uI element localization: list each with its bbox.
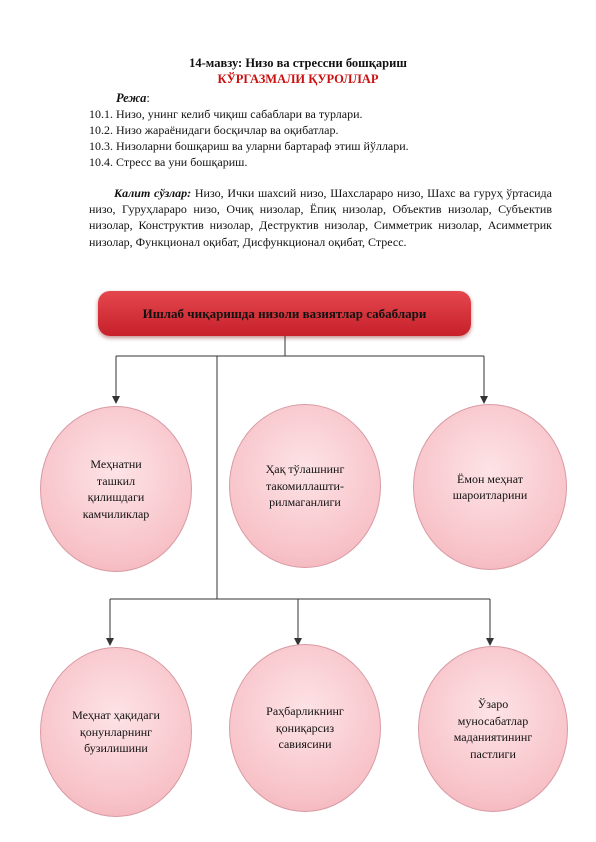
cause-text: Меҳнат ҳақидаги қонунларнинг бузилишини xyxy=(72,708,160,756)
cause-text: Ҳақ тўлашнинг такомиллашти-рилмаганлиги xyxy=(265,462,345,510)
plan-item: 10.4. Стресс ва уни бошқариш. xyxy=(89,155,248,169)
cause-circle-5 xyxy=(229,644,381,812)
root-banner: Ишлаб чиқаришда низоли вазиятлар сабаблари xyxy=(98,291,471,336)
plan-item: 10.2. Низо жараёнидаги босқичлар ва оқибатлар. xyxy=(89,123,339,137)
cause-circle-4 xyxy=(40,647,192,817)
page-subtitle: КЎРГАЗМАЛИ ҚУРОЛЛАР xyxy=(217,72,379,86)
cause-circle-6 xyxy=(418,646,568,812)
page-title: 14-мавзу: Низо ва стрессни бошқариш xyxy=(189,56,407,70)
plan-heading: Режа: xyxy=(116,91,150,105)
cause-text: Ўзаро муносабатлар маданиятининг пастлиги xyxy=(453,697,533,761)
cause-circle-3 xyxy=(413,404,567,570)
keywords-text: Низо, Ички шахсий низо, Шахслараро низо, Шахс ва гуруҳ ўртасида низо, Гуруҳлараро низо, Очиқ низолар, Ёпиқ низолар, Объектив низолар, Субъектив низолар, Конструктив низолар, Деструктив низолар, Симметрик низолар, Асимметрик низолар, Функционал оқибат, Дисфункционал оқибат, Стресс. xyxy=(89,186,552,249)
plan-item: 10.3. Низоларни бошқариш ва уларни бартараф этиш йўллари. xyxy=(89,139,409,153)
cause-text: Ёмон меҳнат шароитларини xyxy=(452,471,528,502)
cause-text: Меҳнатни ташкил қилишдаги камчиликлар xyxy=(82,457,150,521)
keywords-label: Калит сўзлар: xyxy=(114,186,192,200)
plan-label: Режа xyxy=(116,91,147,105)
plan-item: 10.1. Низо, унинг келиб чиқиш сабаблари ва турлари. xyxy=(89,107,363,121)
cause-circle-2 xyxy=(229,404,381,568)
cause-circle-1 xyxy=(40,406,192,572)
cause-text: Раҳбарликнинг қониқарсиз савиясини xyxy=(266,704,344,752)
